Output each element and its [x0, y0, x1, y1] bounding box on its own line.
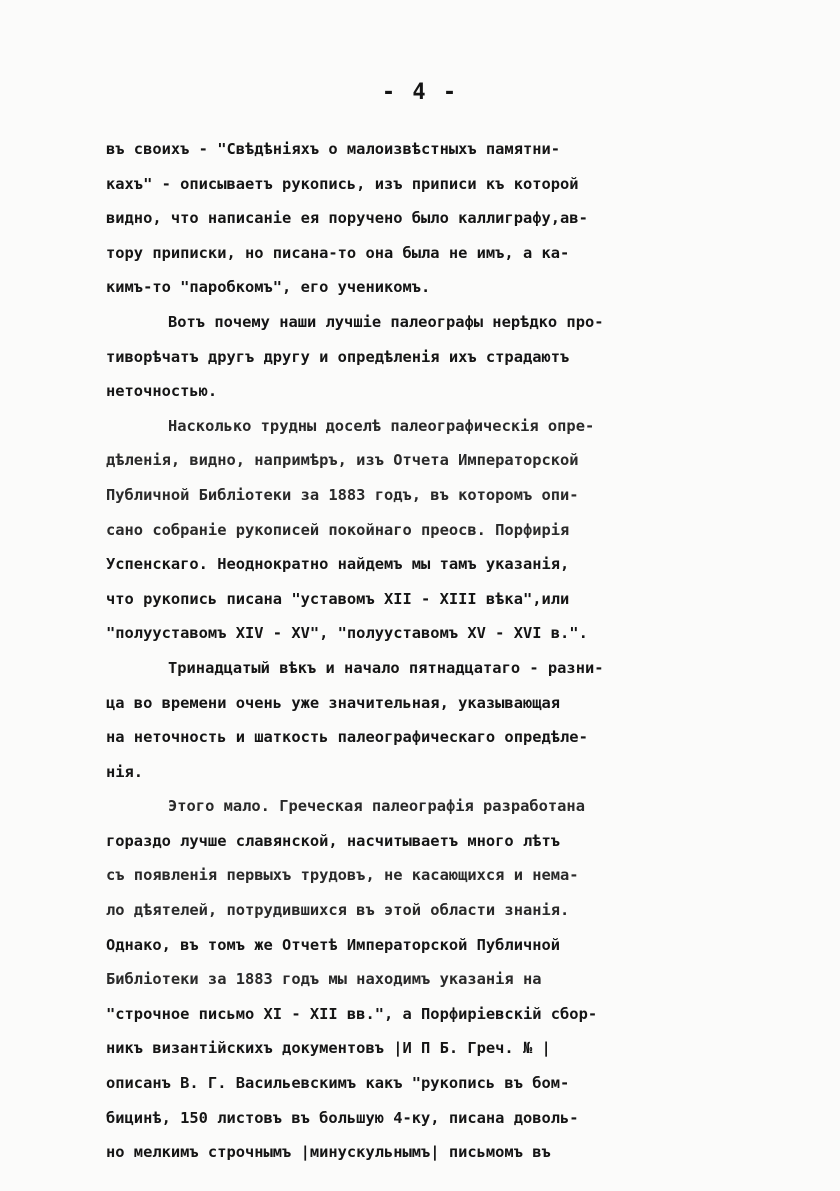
text-line: дѣленія, видно, напримѣръ, изъ Отчета Императорской — [106, 451, 579, 470]
text-line: нія. — [106, 762, 144, 781]
text-line: бицинѣ, 150 листовъ въ большую 4-ку, писана доволь- — [106, 1108, 579, 1127]
text-line: въ своихъ - "Свѣдѣніяхъ о малоизвѣстныхъ памятни- — [106, 140, 561, 158]
body-text — [106, 132, 696, 1170]
text-line: кахъ" - описываетъ рукопись, изъ приписи къ которой — [106, 174, 579, 193]
text-line: но мелкимъ строчнымъ |минускульнымъ| письмомъ въ — [106, 1143, 551, 1162]
text-line: никъ византійскихъ документовъ |И П Б. Греч. № | — [106, 1039, 551, 1058]
text-line: тиворѣчатъ другъ другу и опредѣленія ихъ страдаютъ — [106, 347, 570, 366]
text-line: "строчное письмо XI - XII вв.", а Порфиріевскій сбор- — [106, 1004, 598, 1023]
text-line: Публичной Библіотеки за 1883 годъ, въ которомъ опи- — [106, 485, 579, 504]
text-line: ло дѣятелей, потрудившихся въ этой области знанія. — [106, 901, 570, 920]
text-line: описанъ В. Г. Васильевскимъ какъ "рукопись въ бом- — [106, 1074, 570, 1093]
text-line: неточностью. — [106, 382, 218, 401]
text-line: Однако, въ томъ же Отчетѣ Императорской Публичной — [106, 935, 561, 954]
text-line: на неточность и шаткость палеографическаго опредѣле- — [106, 728, 588, 747]
text-line: Насколько трудны доселѣ палеографическія опре- — [168, 416, 595, 435]
text-line: тору приписки, но писана-то она была не имъ, а ка- — [106, 243, 570, 262]
text-line: Успенскаго. Неоднократно найдемъ мы тамъ указанія, — [106, 555, 570, 574]
text-line: Этого мало. Греческая палеографія разработана — [168, 797, 585, 816]
text-line: Библіотеки за 1883 годъ мы находимъ указанія на — [106, 970, 542, 989]
text-line: сано собраніе рукописей покойнаго преосв. Порфирія — [106, 520, 570, 539]
text-line: видно, что написаніе ея поручено было каллиграфу,ав- — [106, 209, 588, 228]
text-line: съ появленія первыхъ трудовъ, не касающихся и нема- — [106, 866, 579, 885]
text-line: "полууставомъ XIV - XV", "полууставомъ XV - XVI в.". — [106, 624, 588, 643]
text-line: гораздо лучше славянской, насчитываетъ много лѣтъ — [106, 831, 561, 850]
text-line: Тринадцатый вѣкъ и начало пятнадцатаго - разни- — [168, 658, 604, 677]
text-line: ца во времени очень уже значительная, указывающая — [106, 693, 561, 712]
page-number: - 4 - — [381, 80, 459, 105]
text-line: Вотъ почему наши лучшіе палеографы нерѣдко про- — [168, 312, 604, 331]
text-line: что рукопись писана "уставомъ XII - XIII вѣка",или — [106, 589, 570, 608]
text-line: кимъ-то "паробкомъ", его ученикомъ. — [106, 278, 431, 297]
